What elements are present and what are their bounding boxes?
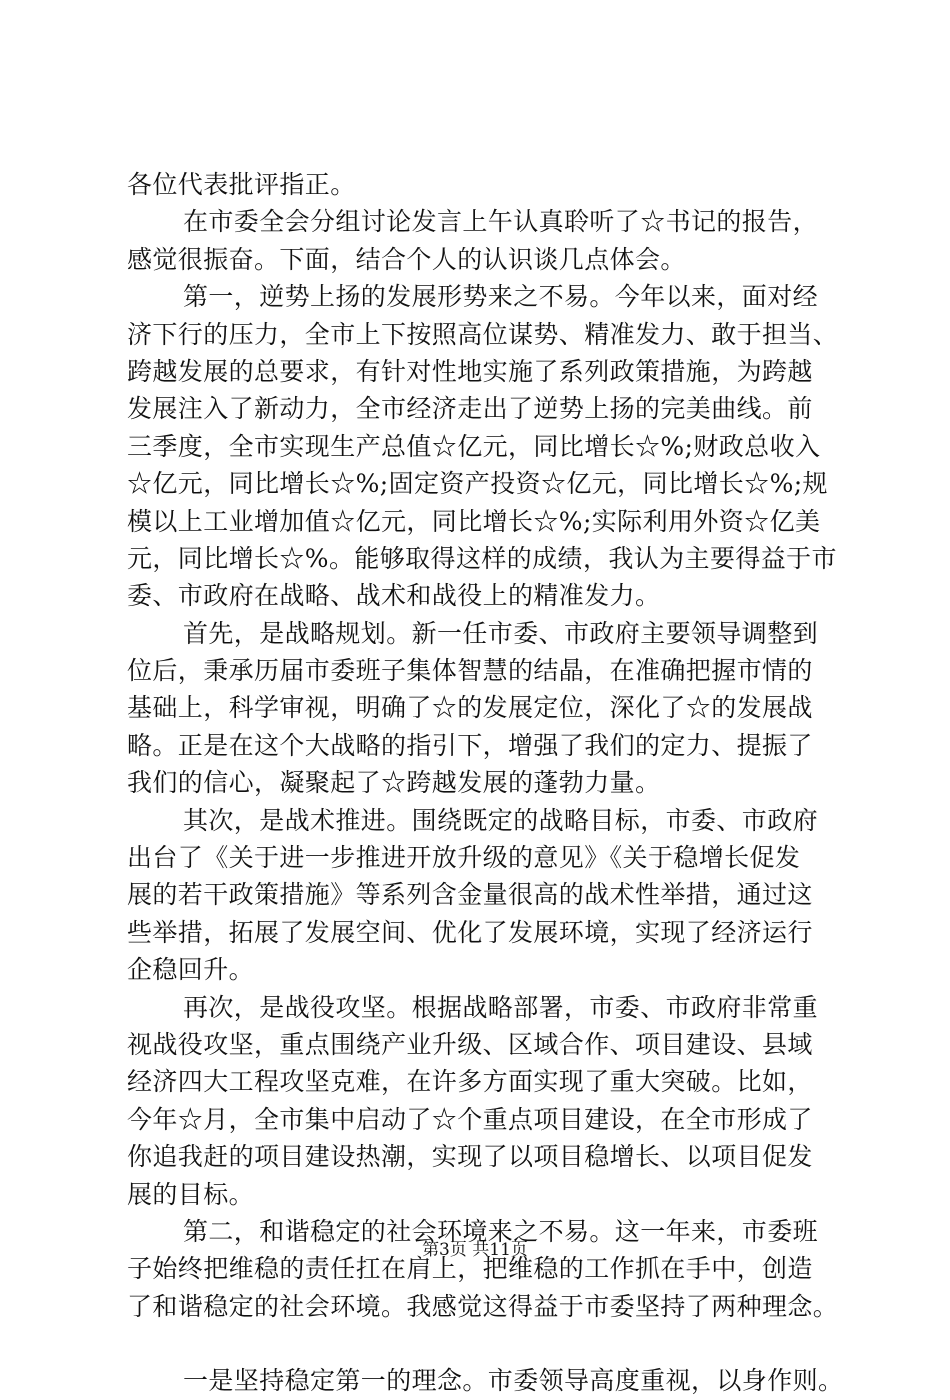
text-line: 视战役攻坚，重点围绕产业升级、区域合作、项目建设、县域 <box>127 1029 813 1059</box>
page-number-footer: 第3页 共11页 <box>422 1240 528 1260</box>
text-line: 在市委全会分组讨论发言上午认真聆听了☆书记的报告， <box>183 207 819 237</box>
text-line: 三季度，全市实现生产总值☆亿元，同比增长☆%;财政总收入 <box>127 431 821 461</box>
text-line: 子始终把维稳的责任扛在肩上，把维稳的工作抓在手中，创造 <box>127 1254 813 1284</box>
text-line: 再次，是战役攻坚。根据战略部署，市委、市政府非常重 <box>183 992 819 1022</box>
text-line: 今年☆月，全市集中启动了☆个重点项目建设，在全市形成了 <box>127 1104 813 1134</box>
text-line: 济下行的压力，全市上下按照高位谋势、精准发力、敢于担当、 <box>127 319 839 349</box>
text-line: 出台了《关于进一步推进开放升级的意见》《关于稳增长促发 <box>127 843 801 873</box>
text-line: 展的若干政策措施》等系列含金量很高的战术性举措，通过这 <box>127 880 813 910</box>
text-line: 模以上工业增加值☆亿元，同比增长☆%;实际利用外资☆亿美 <box>127 506 821 536</box>
text-line: 跨越发展的总要求，有针对性地实施了系列政策措施，为跨越 <box>127 356 813 386</box>
text-line: 发展注入了新动力，全市经济走出了逆势上扬的完美曲线。前 <box>127 394 813 424</box>
text-line: 我们的信心，凝聚起了☆跨越发展的蓬勃力量。 <box>127 768 661 798</box>
text-line: 了和谐稳定的社会环境。我感觉这得益于市委坚持了两种理念。 <box>127 1291 839 1321</box>
document-body <box>127 166 852 1400</box>
text-line: 首先，是战略规划。新一任市委、市政府主要领导调整到 <box>183 618 819 648</box>
text-line: 些举措，拓展了发展空间、优化了发展环境，实现了经济运行 <box>127 917 813 947</box>
text-line: 委、市政府在战略、战术和战役上的精准发力。 <box>127 581 661 611</box>
text-line: 第二，和谐稳定的社会环境来之不易。这一年来，市委班 <box>183 1216 819 1246</box>
text-line: ☆亿元，同比增长☆%;固定资产投资☆亿元，同比增长☆%;规 <box>127 469 828 499</box>
text-line: 位后，秉承历届市委班子集体智慧的结晶，在准确把握市情的 <box>127 656 813 686</box>
text-line: 基础上，科学审视，明确了☆的发展定位，深化了☆的发展战 <box>127 693 813 723</box>
text-line: 展的目标。 <box>127 1179 255 1209</box>
text-line: 元，同比增长☆%。能够取得这样的成绩，我认为主要得益于市 <box>127 543 837 573</box>
text-line: 一是坚持稳定第一的理念。市委领导高度重视，以身作则。 <box>183 1366 844 1396</box>
text-line: 第一，逆势上扬的发展形势来之不易。今年以来，面对经 <box>183 282 819 312</box>
text-line: 各位代表批评指正。 <box>127 170 356 199</box>
text-line: 经济四大工程攻坚克难，在许多方面实现了重大突破。比如， <box>127 1067 813 1097</box>
text-line: 企稳回升。 <box>127 955 255 985</box>
text-line: 略。正是在这个大战略的指引下，增强了我们的定力、提振了 <box>127 730 813 760</box>
text-line: 你追我赶的项目建设热潮，实现了以项目稳增长、以项目促发 <box>127 1142 813 1172</box>
text-line: 其次，是战术推进。围绕既定的战略目标，市委、市政府 <box>183 805 819 835</box>
text-line: 感觉很振奋。下面，结合个人的认识谈几点体会。 <box>127 244 686 274</box>
